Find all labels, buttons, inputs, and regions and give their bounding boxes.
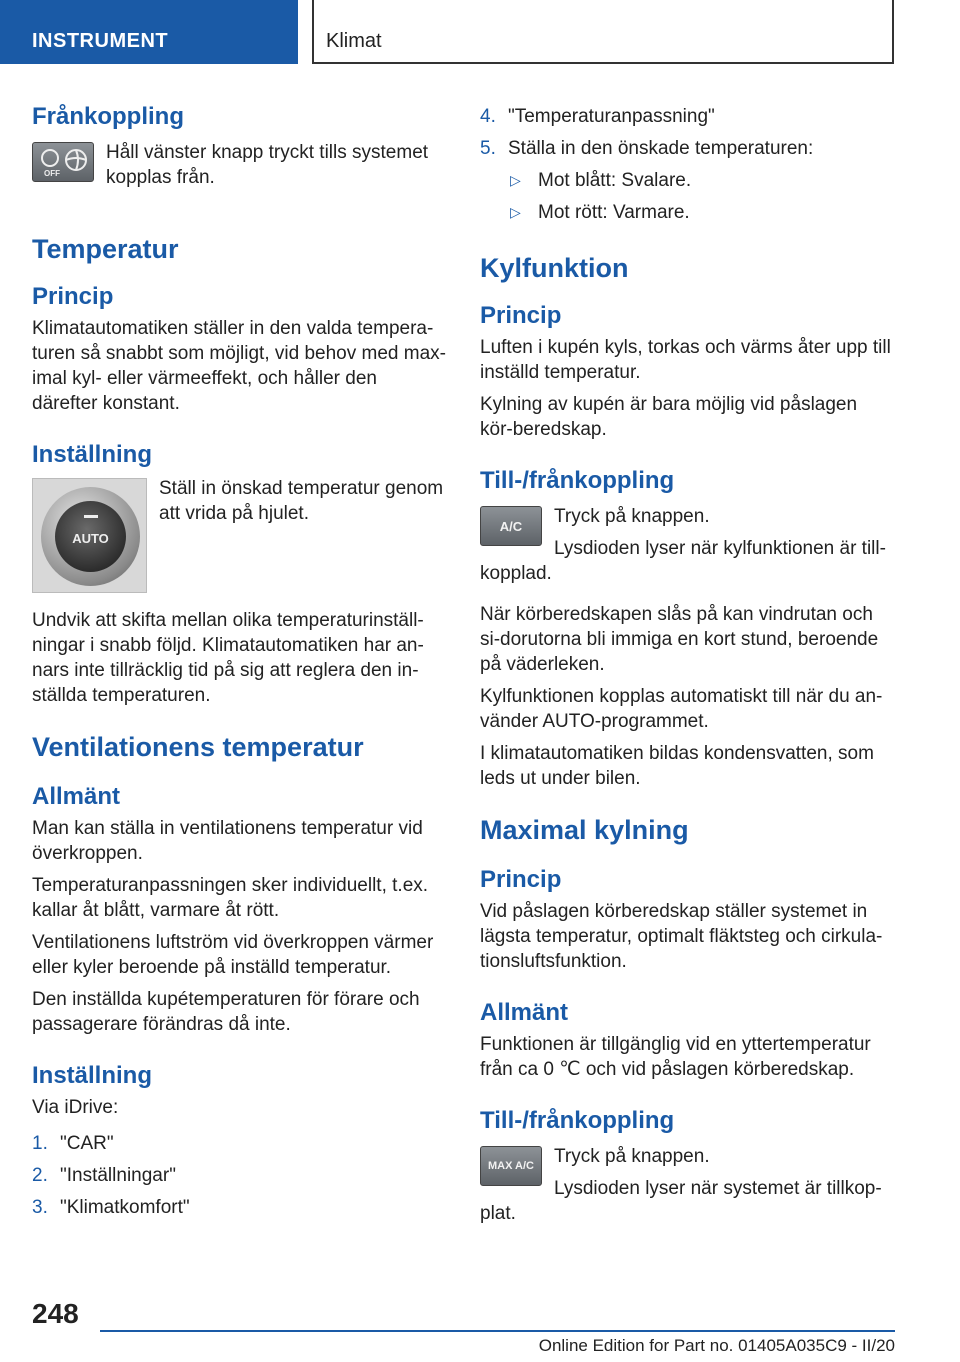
list-item: 2. "Inställningar"	[32, 1165, 176, 1186]
sub-list-item: ▷ Mot rött: Varmare.	[510, 202, 690, 223]
max-ac-block	[480, 1144, 895, 1226]
max-princip-text: Vid påslagen körberedskap ställer systemet in lägsta temperatur, optimalt fläktsteg och cirkula-tionsluftsfunktion.	[480, 901, 883, 972]
undvik-text: Undvik att skifta mellan olika temperaturinställ-ningar i snabb följd. Klimatautomatiken har an-nars inte tillräcklig tid på sig att reglera den in-ställda temperaturen.	[32, 610, 424, 706]
header-chapter-tab	[312, 0, 894, 64]
heading-frankoppling: Frånkoppling	[32, 103, 184, 130]
list-item: 1. "CAR"	[32, 1133, 114, 1154]
footer-edition-text: Online Edition for Part no. 01405A035C9 - II/20	[538, 1336, 895, 1355]
svg-text:OFF: OFF	[44, 169, 60, 178]
triangle-bullet-icon: ▷	[510, 172, 521, 188]
fan-off-button-icon	[32, 142, 94, 182]
heading-kylfunktion: Kylfunktion	[480, 253, 629, 283]
max-ac-button-icon: MAX A/C	[480, 1146, 542, 1186]
heading-temperatur: Temperatur	[32, 234, 179, 264]
header-chapter-label: Klimat	[326, 30, 382, 52]
princip-text: Klimatautomatiken ställer in den valda tempera-turen så snabbt som möjligt, vid behov med max-imal kyl- eller värmeeffekt, och håller den därefter konstant.	[32, 318, 446, 414]
left-column	[32, 96, 447, 1220]
heading-till-frankoppling: Till-/frånkoppling	[480, 467, 675, 494]
kor-p2: Kylfunktionen kopplas automatiskt till när du an-vänder AUTO-programmet.	[480, 686, 883, 732]
knob-block	[32, 476, 447, 592]
list-item: 4. "Temperaturanpassning"	[480, 106, 715, 127]
heading-allmant-right: Allmänt	[480, 999, 569, 1026]
frankoppling-text: Håll vänster knapp tryckt tills systemet kopplas från.	[106, 142, 429, 188]
max-ac-text-2: Lysdioden lyser när systemet är tillkop-plat.	[480, 1178, 882, 1224]
via-idrive-text: Via iDrive:	[32, 1097, 119, 1118]
installning-text: Ställ in önskad temperatur genom att vrida på hjulet.	[159, 478, 444, 524]
ac-text-2: Lysdioden lyser när kylfunktionen är till-kopplad.	[480, 538, 886, 584]
sub-list	[480, 168, 895, 225]
heading-princip-right-2: Princip	[480, 866, 562, 893]
kyl-princip-p1: Luften i kupén kyls, torkas och värms åter upp till inställd temperatur.	[480, 337, 891, 383]
fan-off-block	[32, 140, 447, 200]
allmant-p1: Man kan ställa in ventilationens temperatur vid överkroppen.	[32, 818, 423, 864]
fan-off-icon	[34, 144, 92, 180]
allmant-p3: Ventilationens luftström vid överkroppen värmer eller kyler beroende på inställd temperatur.	[32, 932, 434, 978]
max-allmant-text: Funktionen är tillgänglig vid en yttertemperatur från ca 0 ℃ och vid påslagen körberedskap.	[480, 1034, 871, 1080]
kor-p1: När körberedskapen slås på kan vindrutan och si-dorutorna bli immiga en kort stund, beroende på väderleken.	[480, 604, 879, 675]
ac-block	[480, 504, 895, 586]
allmant-p2: Temperaturanpassningen sker individuellt, t.ex. kallar åt blått, varmare åt rött.	[32, 875, 429, 921]
kyl-princip-p2: Kylning av kupén är bara möjlig vid påslagen kör-beredskap.	[480, 394, 858, 440]
max-ac-text-1: Tryck på knappen.	[554, 1146, 710, 1167]
triangle-bullet-icon: ▷	[510, 204, 521, 220]
heading-princip: Princip	[32, 283, 114, 310]
heading-maximal-kylning: Maximal kylning	[480, 815, 689, 845]
right-column	[480, 104, 895, 1226]
header-section-label: INSTRUMENT	[32, 30, 169, 52]
ac-button-icon: A/C	[480, 506, 542, 546]
header-section-tab	[0, 0, 298, 64]
allmant-p4: Den inställda kupétemperaturen för förare och passagerare förändras då inte.	[32, 989, 420, 1035]
temperature-knob-image	[32, 478, 147, 593]
heading-till-frankoppling-2: Till-/frånkoppling	[480, 1107, 675, 1134]
heading-installning-2: Inställning	[32, 1062, 152, 1089]
ac-text-1: Tryck på knappen.	[554, 506, 710, 527]
heading-allmant: Allmänt	[32, 783, 121, 810]
heading-ventilationens-temperatur: Ventilationens temperatur	[32, 732, 364, 762]
list-item: 3. "Klimatkomfort"	[32, 1197, 190, 1218]
footer-divider	[100, 1330, 895, 1332]
heading-princip-right: Princip	[480, 302, 562, 329]
list-item: 5. Ställa in den önskade temperaturen:	[480, 138, 814, 159]
heading-installning: Inställning	[32, 441, 152, 468]
sub-list-item: ▷ Mot blått: Svalare.	[510, 170, 692, 191]
knob-auto-label: AUTO	[72, 531, 109, 546]
steps-list-left	[32, 1131, 447, 1220]
kor-p3: I klimatautomatiken bildas kondensvatten, som leds ut under bilen.	[480, 743, 874, 789]
page-number: 248	[32, 1298, 79, 1329]
